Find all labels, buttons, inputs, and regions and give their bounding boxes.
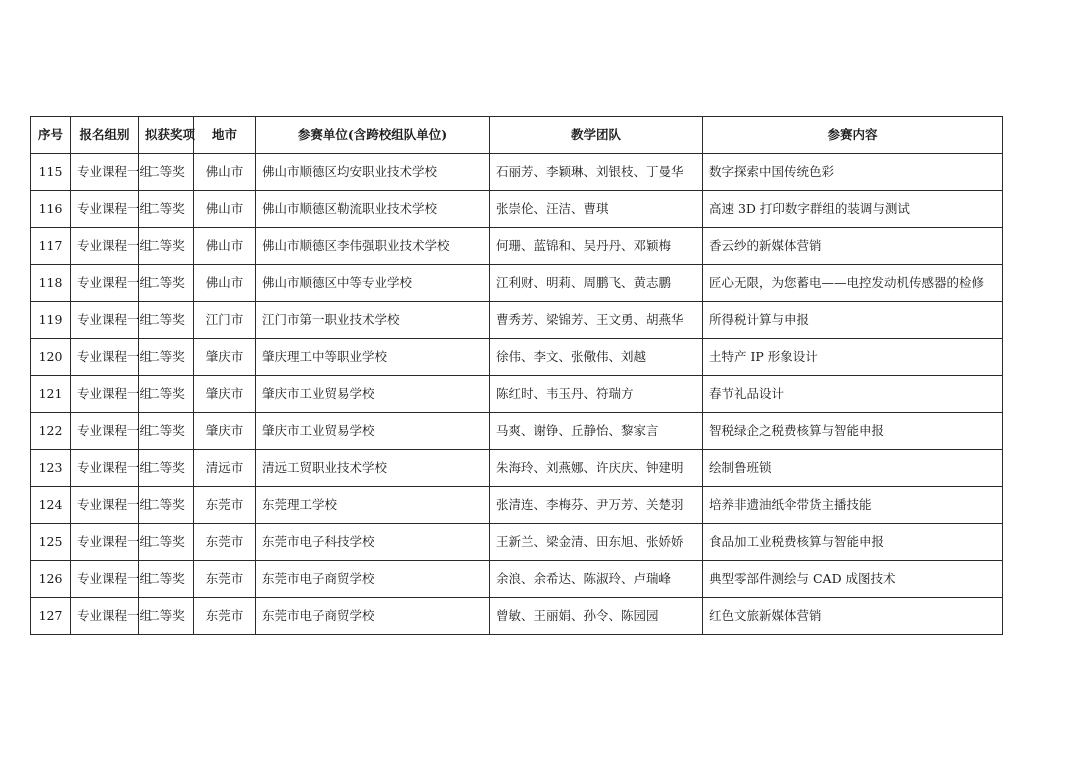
cell-group: 专业课程一组 — [71, 450, 139, 487]
table-row — [31, 524, 1003, 561]
table-row — [31, 191, 1003, 228]
cell-group: 专业课程一组 — [71, 228, 139, 265]
cell-unit: 佛山市顺德区勒流职业技术学校 — [256, 191, 490, 228]
table-row — [31, 228, 1003, 265]
cell-content: 匠心无限，为您蓄电——电控发动机传感器的检修 — [703, 265, 1003, 302]
cell-unit: 东莞市电子商贸学校 — [256, 598, 490, 635]
award-table — [30, 116, 1003, 635]
cell-content: 土特产 IP 形象设计 — [703, 339, 1003, 376]
cell-city: 肇庆市 — [194, 339, 256, 376]
header-content: 参赛内容 — [703, 117, 1003, 154]
cell-content: 培养非遗油纸伞带货主播技能 — [703, 487, 1003, 524]
cell-content: 典型零部件测绘与 CAD 成图技术 — [703, 561, 1003, 598]
cell-group: 专业课程一组 — [71, 561, 139, 598]
cell-index: 123 — [31, 450, 71, 487]
cell-content: 春节礼品设计 — [703, 376, 1003, 413]
cell-award: 二等奖 — [139, 524, 194, 561]
cell-team: 朱海玲、刘燕娜、许庆庆、钟建明 — [490, 450, 703, 487]
cell-team: 何珊、蓝锦和、吴丹丹、邓颖梅 — [490, 228, 703, 265]
cell-award: 二等奖 — [139, 302, 194, 339]
header-award: 拟获奖项 — [139, 117, 194, 154]
cell-team: 陈红时、韦玉丹、符瑞方 — [490, 376, 703, 413]
cell-team: 余浪、余希达、陈淑玲、卢瑞峰 — [490, 561, 703, 598]
cell-team: 江利财、明莉、周鹏飞、黄志鹏 — [490, 265, 703, 302]
cell-unit: 东莞理工学校 — [256, 487, 490, 524]
cell-city: 清远市 — [194, 450, 256, 487]
cell-award: 二等奖 — [139, 154, 194, 191]
cell-group: 专业课程一组 — [71, 413, 139, 450]
header-team: 教学团队 — [490, 117, 703, 154]
header-unit: 参赛单位(含跨校组队单位) — [256, 117, 490, 154]
cell-content: 所得税计算与申报 — [703, 302, 1003, 339]
cell-content: 高速 3D 打印数字群组的装调与测试 — [703, 191, 1003, 228]
cell-award: 二等奖 — [139, 339, 194, 376]
cell-index: 126 — [31, 561, 71, 598]
cell-group: 专业课程一组 — [71, 598, 139, 635]
cell-index: 120 — [31, 339, 71, 376]
cell-award: 二等奖 — [139, 265, 194, 302]
header-group: 报名组别 — [71, 117, 139, 154]
cell-city: 东莞市 — [194, 561, 256, 598]
cell-group: 专业课程一组 — [71, 265, 139, 302]
cell-group: 专业课程一组 — [71, 487, 139, 524]
cell-unit: 肇庆理工中等职业学校 — [256, 339, 490, 376]
table-body — [31, 154, 1003, 635]
cell-content: 智税绿企之税费核算与智能申报 — [703, 413, 1003, 450]
table-row — [31, 302, 1003, 339]
cell-city: 佛山市 — [194, 228, 256, 265]
cell-index: 116 — [31, 191, 71, 228]
cell-team: 曾敏、王丽娟、孙令、陈园园 — [490, 598, 703, 635]
cell-content: 数字探索中国传统色彩 — [703, 154, 1003, 191]
cell-group: 专业课程一组 — [71, 524, 139, 561]
table-row — [31, 265, 1003, 302]
cell-group: 专业课程一组 — [71, 339, 139, 376]
cell-unit: 东莞市电子商贸学校 — [256, 561, 490, 598]
cell-city: 佛山市 — [194, 265, 256, 302]
cell-city: 东莞市 — [194, 487, 256, 524]
table-row — [31, 487, 1003, 524]
cell-unit: 江门市第一职业技术学校 — [256, 302, 490, 339]
cell-unit: 佛山市顺德区均安职业技术学校 — [256, 154, 490, 191]
cell-group: 专业课程一组 — [71, 302, 139, 339]
table-row — [31, 598, 1003, 635]
cell-content: 绘制鲁班锁 — [703, 450, 1003, 487]
cell-unit: 肇庆市工业贸易学校 — [256, 413, 490, 450]
cell-index: 117 — [31, 228, 71, 265]
cell-index: 119 — [31, 302, 71, 339]
cell-award: 二等奖 — [139, 561, 194, 598]
cell-city: 江门市 — [194, 302, 256, 339]
header-city: 地市 — [194, 117, 256, 154]
cell-index: 127 — [31, 598, 71, 635]
cell-city: 肇庆市 — [194, 376, 256, 413]
cell-award: 二等奖 — [139, 376, 194, 413]
cell-city: 肇庆市 — [194, 413, 256, 450]
table-row — [31, 376, 1003, 413]
cell-unit: 肇庆市工业贸易学校 — [256, 376, 490, 413]
cell-award: 二等奖 — [139, 598, 194, 635]
table-row — [31, 154, 1003, 191]
cell-city: 东莞市 — [194, 598, 256, 635]
cell-unit: 佛山市顺德区李伟强职业技术学校 — [256, 228, 490, 265]
table-header-row — [31, 117, 1003, 154]
cell-award: 二等奖 — [139, 191, 194, 228]
cell-team: 曹秀芳、梁锦芳、王文勇、胡燕华 — [490, 302, 703, 339]
cell-team: 张崇伦、汪洁、曹琪 — [490, 191, 703, 228]
cell-city: 佛山市 — [194, 154, 256, 191]
cell-group: 专业课程一组 — [71, 191, 139, 228]
cell-team: 徐伟、李文、张儆伟、刘越 — [490, 339, 703, 376]
cell-index: 121 — [31, 376, 71, 413]
cell-index: 115 — [31, 154, 71, 191]
cell-team: 马爽、谢铮、丘静怡、黎家言 — [490, 413, 703, 450]
cell-group: 专业课程一组 — [71, 154, 139, 191]
cell-content: 食品加工业税费核算与智能申报 — [703, 524, 1003, 561]
table-row — [31, 413, 1003, 450]
cell-unit: 东莞市电子科技学校 — [256, 524, 490, 561]
cell-content: 香云纱的新媒体营销 — [703, 228, 1003, 265]
cell-unit: 佛山市顺德区中等专业学校 — [256, 265, 490, 302]
cell-index: 118 — [31, 265, 71, 302]
cell-city: 东莞市 — [194, 524, 256, 561]
cell-index: 124 — [31, 487, 71, 524]
cell-team: 王新兰、梁金清、田东旭、张娇娇 — [490, 524, 703, 561]
cell-team: 石丽芳、李颖琳、刘银枝、丁曼华 — [490, 154, 703, 191]
cell-award: 二等奖 — [139, 413, 194, 450]
table-row — [31, 561, 1003, 598]
cell-content: 红色文旅新媒体营销 — [703, 598, 1003, 635]
cell-city: 佛山市 — [194, 191, 256, 228]
cell-award: 二等奖 — [139, 450, 194, 487]
cell-award: 二等奖 — [139, 487, 194, 524]
cell-unit: 清远工贸职业技术学校 — [256, 450, 490, 487]
cell-award: 二等奖 — [139, 228, 194, 265]
cell-group: 专业课程一组 — [71, 376, 139, 413]
table-row — [31, 450, 1003, 487]
header-index: 序号 — [31, 117, 71, 154]
cell-team: 张清连、李梅芬、尹万芳、关楚羽 — [490, 487, 703, 524]
table-row — [31, 339, 1003, 376]
cell-index: 125 — [31, 524, 71, 561]
cell-index: 122 — [31, 413, 71, 450]
